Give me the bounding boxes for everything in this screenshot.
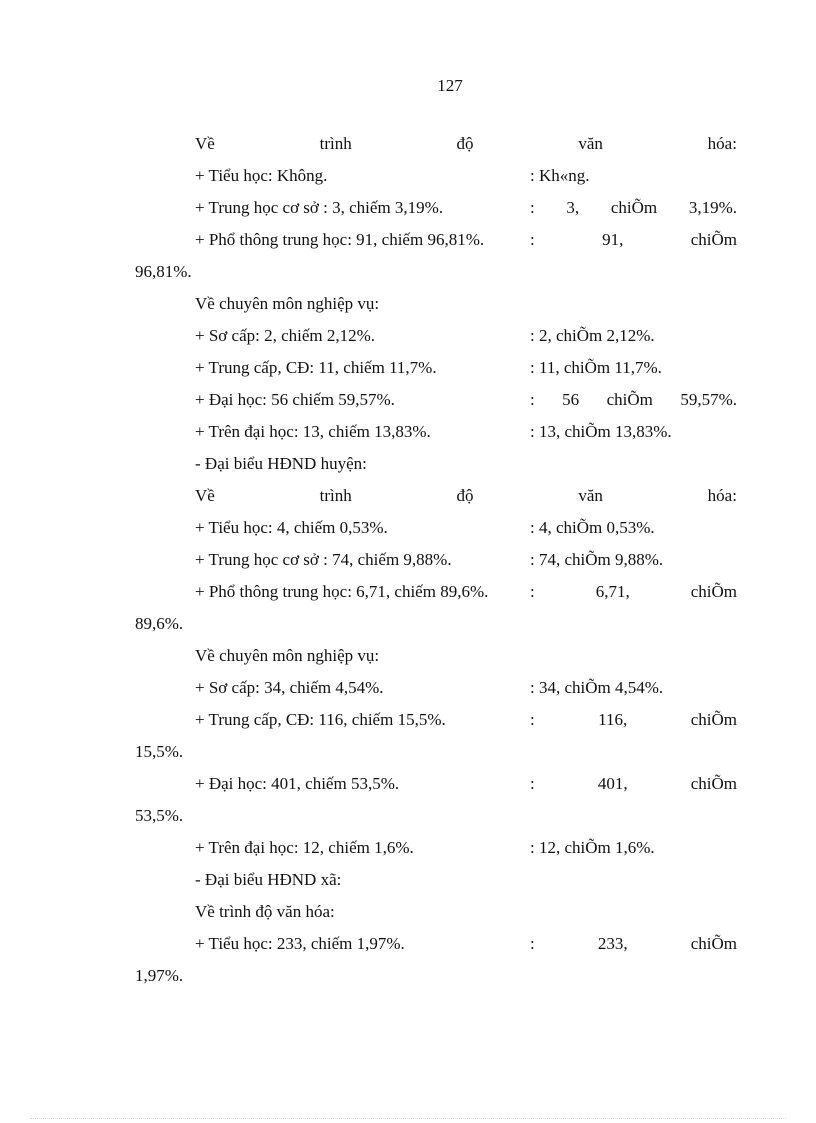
word: 56 [562, 390, 580, 409]
word: chiÕm [690, 934, 737, 953]
line-left-text: + Sơ cấp: 34, chiếm 4,54%. [195, 678, 384, 697]
word: 3, [566, 198, 580, 217]
continuation-text: 1,97%. [135, 966, 184, 985]
word: 91, [602, 230, 624, 249]
line-text: - Đại biểu HĐND huyện: [195, 454, 367, 473]
text-line [135, 419, 737, 451]
text-line [135, 931, 737, 963]
word: : [530, 582, 535, 601]
word: 3,19%. [688, 198, 737, 217]
text-line [135, 195, 737, 227]
text-line [135, 867, 737, 899]
text-line [135, 163, 737, 195]
word: Về [195, 134, 215, 153]
continuation-text: 53,5%. [135, 806, 184, 825]
text-line [135, 835, 737, 867]
text-line [135, 131, 737, 163]
word: 401, [597, 774, 628, 793]
word: 6,71, [595, 582, 630, 601]
line-right-group [530, 195, 737, 221]
line-text: - Đại biểu HĐND xã: [195, 870, 342, 889]
text-line [135, 899, 737, 931]
word: trình [319, 134, 352, 153]
text-line [135, 227, 737, 259]
word: hóa: [707, 486, 737, 505]
continuation-text: 96,81%. [135, 262, 192, 281]
word: : [530, 774, 535, 793]
text-line [135, 259, 737, 291]
line-right-text: : Kh«ng. [530, 166, 590, 185]
line-text: Về trình độ văn hóa: [195, 902, 335, 921]
line-right-text: : 34, chiÕm 4,54%. [530, 678, 664, 697]
word: độ [456, 134, 474, 153]
text-line [135, 643, 737, 675]
continuation-text: 15,5%. [135, 742, 184, 761]
line-text: Về chuyên môn nghiệp vụ: [195, 294, 380, 313]
line-right-text: : 2, chiÕm 2,12%. [530, 326, 655, 345]
word: chiÕm [606, 390, 653, 409]
line-right-group [530, 387, 737, 413]
text-line [135, 675, 737, 707]
line-text: Về chuyên môn nghiệp vụ: [195, 646, 380, 665]
text-line [135, 451, 737, 483]
text-line [135, 515, 737, 547]
line-left-text: + Trung học cơ sở : 3, chiếm 3,19%. [195, 198, 444, 217]
text-line [135, 387, 737, 419]
line-left-text: + Trung học cơ sở : 74, chiếm 9,88%. [195, 550, 452, 569]
line-right-text: : 11, chiÕm 11,7%. [530, 358, 662, 377]
document-body [135, 131, 737, 995]
word: chiÕm [690, 774, 737, 793]
line-left-text: + Phổ thông trung học: 6,71, chiếm 89,6%. [195, 582, 489, 601]
word: 59,57%. [680, 390, 737, 409]
text-line [135, 611, 737, 643]
word: văn [578, 486, 603, 505]
text-line [135, 771, 737, 803]
word: hóa: [707, 134, 737, 153]
continuation-text: 89,6%. [135, 614, 184, 633]
line-right-group [530, 227, 737, 253]
line-left-text: + Phổ thông trung học: 91, chiếm 96,81%. [195, 230, 485, 249]
line-right-text: : 12, chiÕm 1,6%. [530, 838, 655, 857]
text-line [135, 803, 737, 835]
text-line [135, 547, 737, 579]
text-line [135, 355, 737, 387]
text-line [135, 707, 737, 739]
text-line [135, 323, 737, 355]
word: chiÕm [690, 230, 737, 249]
line-right-group [530, 707, 737, 733]
word: văn [578, 134, 603, 153]
line-left-text: + Đại học: 401, chiếm 53,5%. [195, 774, 400, 793]
text-line [135, 291, 737, 323]
word: 116, [598, 710, 628, 729]
text-line [135, 739, 737, 771]
word: : [530, 934, 535, 953]
line-left-text: + Trên đại học: 13, chiếm 13,83%. [195, 422, 431, 441]
page-footer-divider [30, 1118, 786, 1119]
line-left-text: + Trên đại học: 12, chiếm 1,6%. [195, 838, 414, 857]
line-left-text: + Tiểu học: 4, chiếm 0,53%. [195, 518, 388, 537]
text-line [135, 483, 737, 515]
line-left-text: + Trung cấp, CĐ: 11, chiếm 11,7%. [195, 358, 437, 377]
word: : [530, 198, 535, 217]
line-right-text: : 74, chiÕm 9,88%. [530, 550, 664, 569]
page-number: 127 [437, 76, 463, 95]
line-right-text: : 13, chiÕm 13,83%. [530, 422, 672, 441]
line-left-text: + Sơ cấp: 2, chiếm 2,12%. [195, 326, 376, 345]
word: Về [195, 486, 215, 505]
word: : [530, 710, 535, 729]
line-right-group [530, 579, 737, 605]
word: chiÕm [610, 198, 658, 217]
word: : [530, 390, 535, 409]
word: 233, [597, 934, 628, 953]
word: độ [456, 486, 474, 505]
line-right-group [530, 931, 737, 957]
text-line [135, 963, 737, 995]
word: chiÕm [690, 582, 737, 601]
word: chiÕm [690, 710, 737, 729]
line-right-group [530, 771, 737, 797]
word: : [530, 230, 535, 249]
text-line [135, 579, 737, 611]
line-right-text: : 4, chiÕm 0,53%. [530, 518, 655, 537]
line-left-text: + Trung cấp, CĐ: 116, chiếm 15,5%. [195, 710, 446, 729]
word: trình [319, 486, 352, 505]
line-left-text: + Đại học: 56 chiếm 59,57%. [195, 390, 395, 409]
line-left-text: + Tiểu học: 233, chiếm 1,97%. [195, 934, 405, 953]
line-left-text: + Tiểu học: Không. [195, 166, 328, 185]
